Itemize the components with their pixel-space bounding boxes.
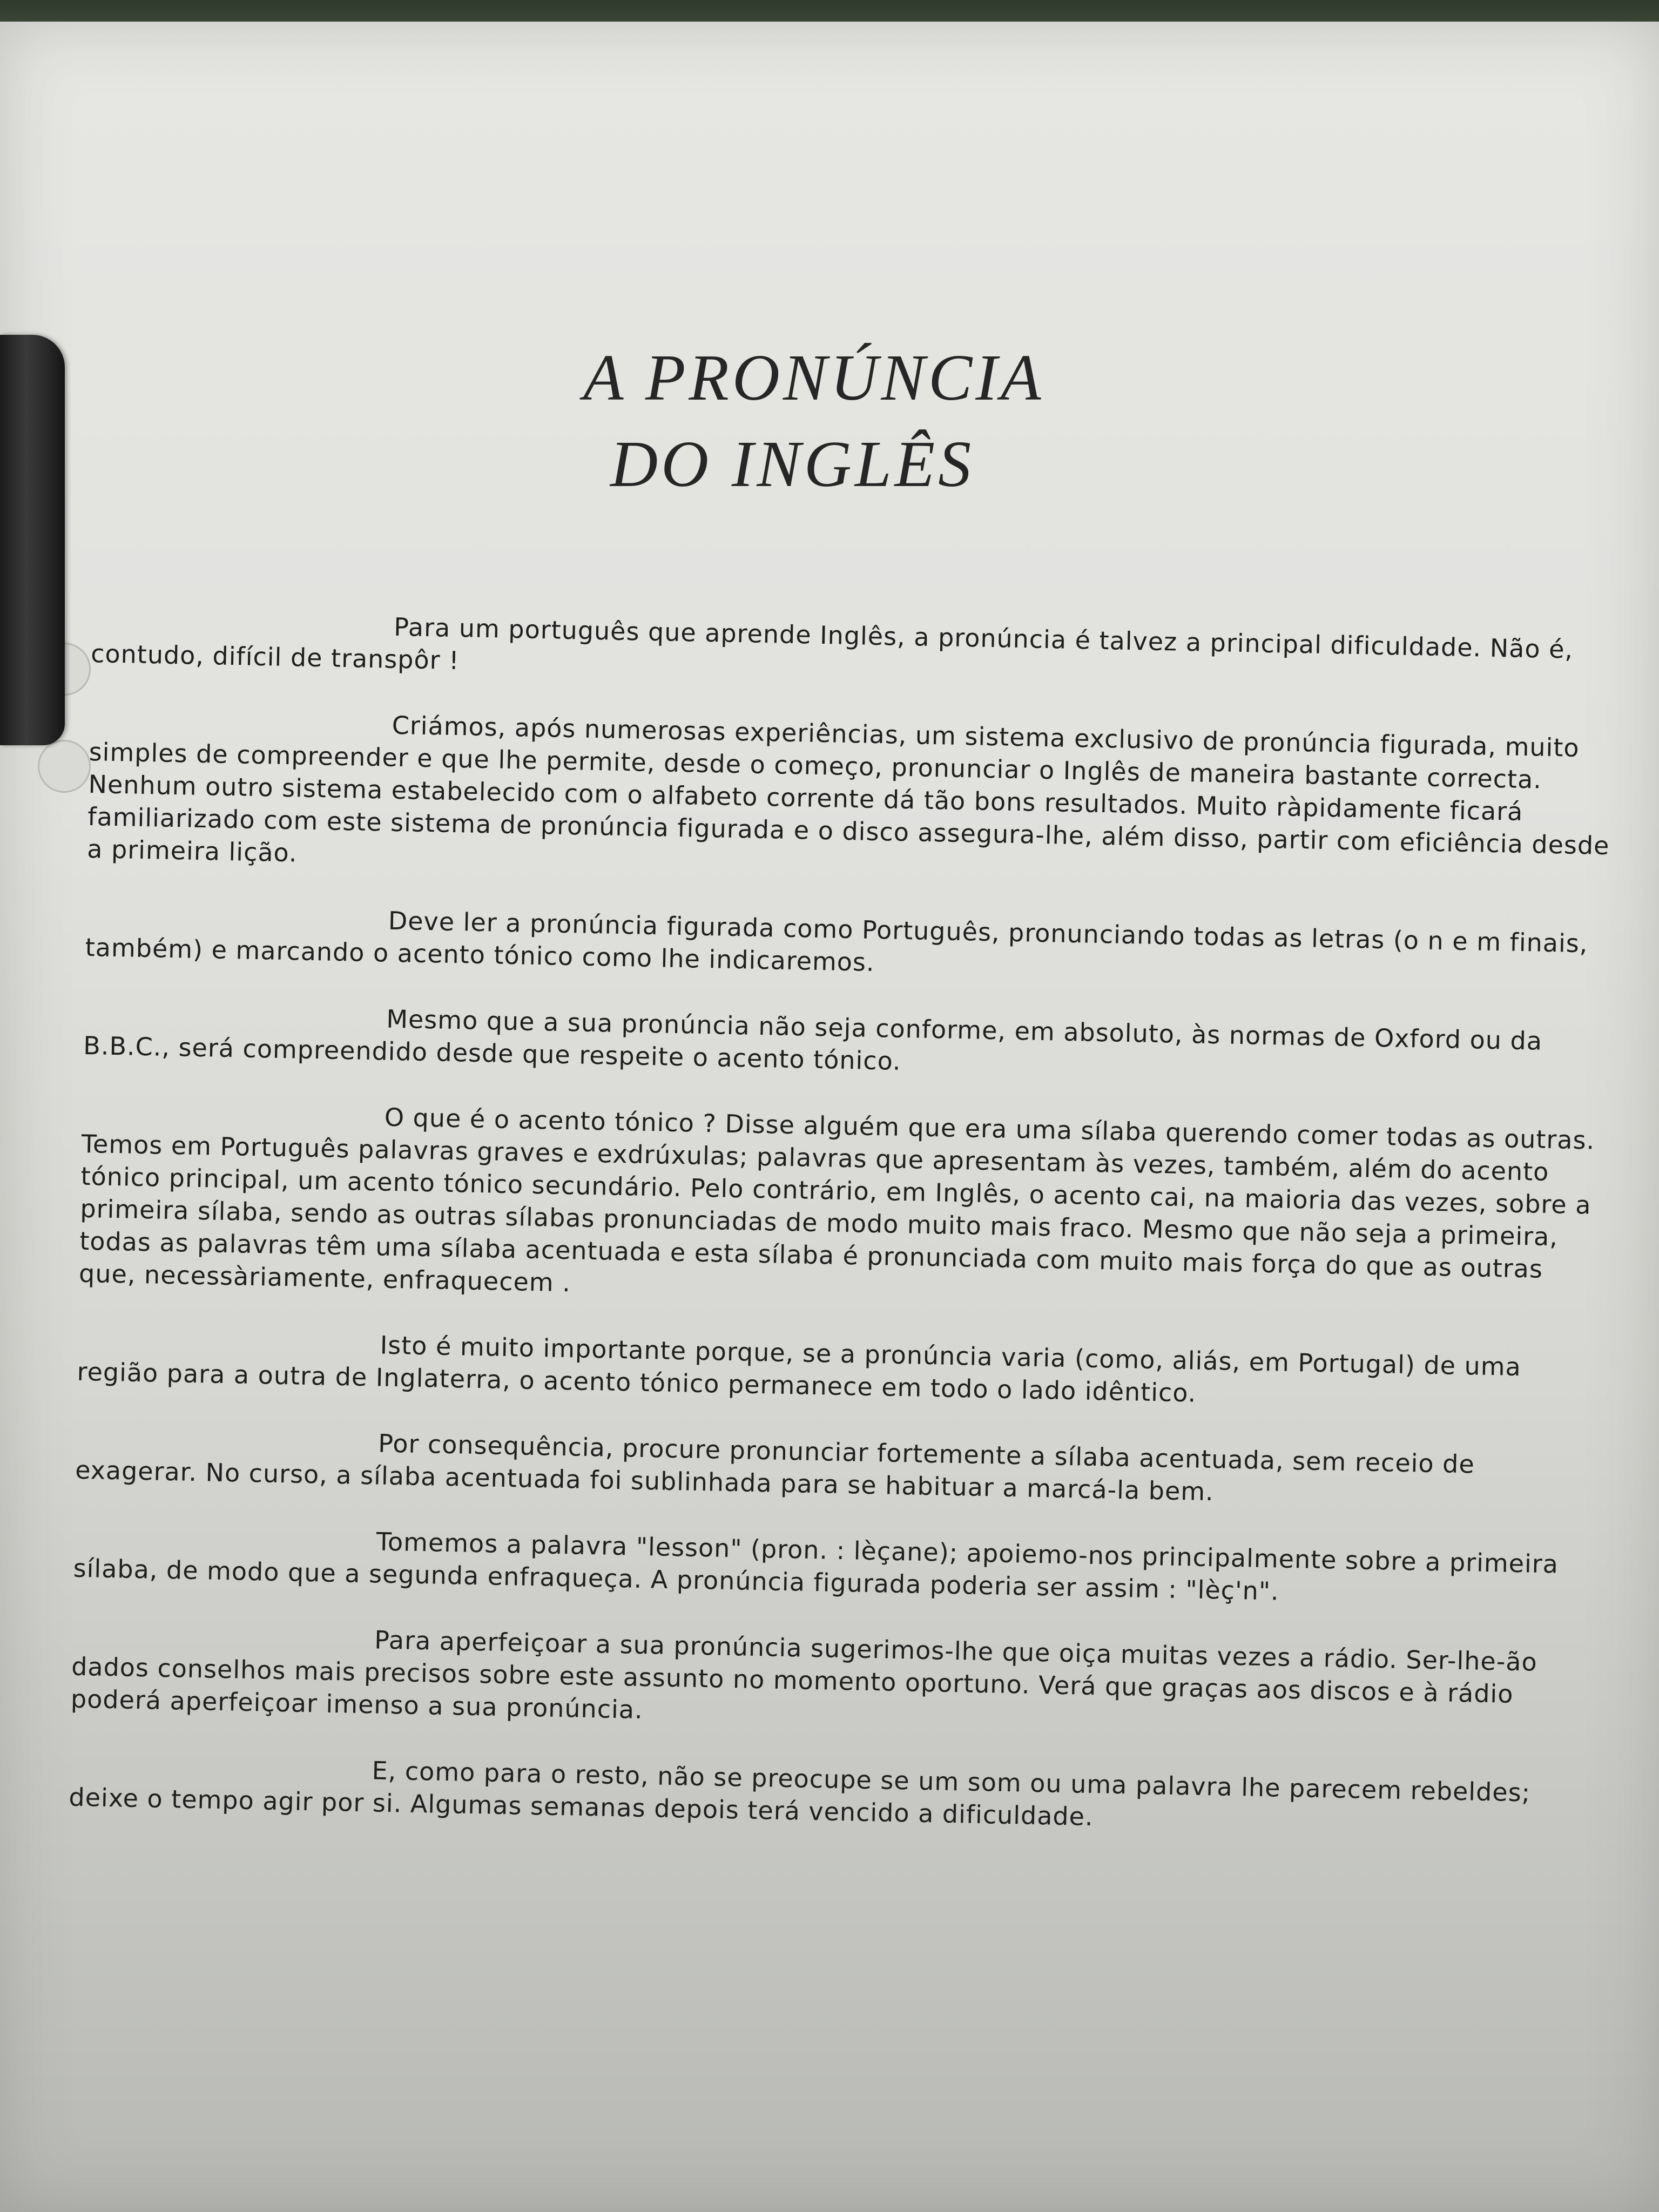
paragraph: Mesmo que a sua pronúncia não seja conforme, em absoluto, às normas de Oxford ou da B.B.C., será compreendido desde que respeite o acento tónico. xyxy=(83,1004,1543,1076)
paragraph: Por consequência, procure pronunciar fortemente a sílaba acentuada, sem receio de exagerar. No curso, a sílaba acentuada foi sublinhada para se habituar a marcá-la bem. xyxy=(75,1428,1475,1507)
paragraph: O que é o acento tónico ? Disse alguém que era uma sílaba querendo comer todas as outras. Temos em Português palavras graves e exdrúxulas; palavras que apresentam às vezes, também, além do acento tónico principal, um acento tónico secundário. Pelo contrário, em Inglês, o acento cai, na maioria das vezes, sobre a primeira sílaba, sendo as outras sílabas pronunciadas de modo muito mais fraco. Mesmo que não seja a primeira, todas as palavras têm uma sílaba acentuada e esta sílaba é pronunciada com muito mais força do que as outras que, necessàriamente, enfraquecem . xyxy=(78,1102,1595,1298)
title-line-2: DO INGLÊS xyxy=(610,428,975,501)
title-line-1: A PRONÚNCIA xyxy=(583,341,1044,414)
book-page xyxy=(0,22,1659,2212)
binder-ring xyxy=(0,335,65,745)
paragraph: Tomemos a palavra "lesson" (pron. : lèçane); apoiemo-nos principalmente sobre a primeira sílaba, de modo que a segunda enfraqueça. A pronúncia figurada poderia ser assim : "lèç'n". xyxy=(73,1527,1559,1606)
page-title xyxy=(583,335,1123,508)
paragraph: Criámos, após numerosas experiências, um sistema exclusivo de pronúncia figurada, muito simples de compreender e que lhe permite, desde o começo, pronunciar o Inglês de maneira bastante correcta. Nenhum outro sistema estabelecido com o alfabeto corrente dá tão bons resultados. Muito ràpidamente ficará familiarizado com este sistema de pronúncia figurada e o disco assegura-lhe, além disso, partir com eficiência desde a primeira lição. xyxy=(86,710,1610,868)
paragraph: Deve ler a pronúncia figurada como Português, pronunciando todas as letras (o n e m finais, também) e marcando o acento tónico como lhe indicaremos. xyxy=(85,906,1588,977)
paragraph: E, como para o resto, não se preocupe se um som ou uma palavra lhe parecem rebeldes; deixe o tempo agir por si. Algumas semanas depois terá vencido a dificuldade. xyxy=(69,1756,1531,1832)
paragraph: Para aperfeiçoar a sua pronúncia sugerimos-lhe que oiça muitas vezes a rádio. Ser-lhe-ão dados conselhos mais precisos sobre este assunto no momento oportuno. Verá que graças aos discos e à rádio poderá aperfeiçoar imenso a sua pronúncia. xyxy=(70,1625,1538,1724)
paragraph: Isto é muito importante porque, se a pronúncia varia (como, aliás, em Portugal) de uma região para a outra de Inglaterra, o acento tónico permanece em todo o lado idêntico. xyxy=(77,1330,1522,1408)
punch-hole xyxy=(38,740,91,793)
paragraph: Para um português que aprende Inglês, a pronúncia é talvez a principal dificuldade. Não é, contudo, difícil de transpôr ! xyxy=(90,612,1574,676)
body-text xyxy=(68,605,1615,1876)
